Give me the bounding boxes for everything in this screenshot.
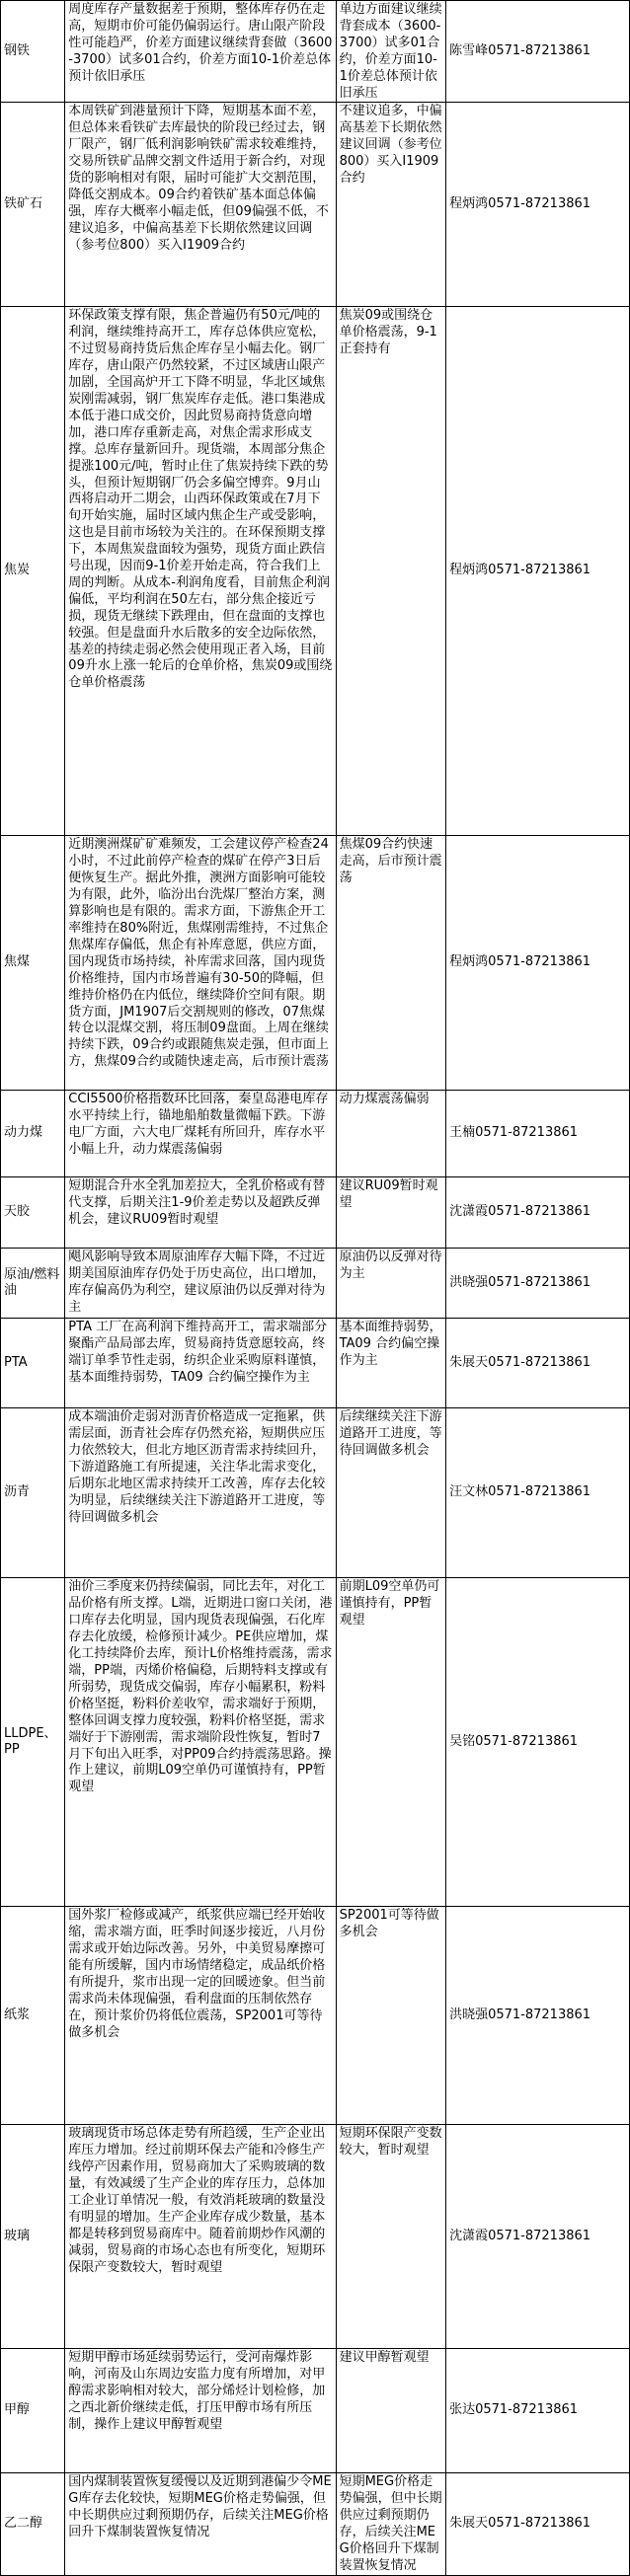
variety-cell: 纸浆	[1, 1907, 65, 2125]
analyst-cell: 洪晓强0571-87213861	[446, 1249, 630, 1319]
suggestion-cell: 短期环保限产变数较大，暂时观望	[336, 2125, 446, 2349]
analyst-cell: 程炳鸿0571-87213861	[446, 103, 630, 307]
suggestion-cell: 短期MEG价格走势偏强，但中长期供应过剩预期仍存，后续关注MEG价格回升下煤制装置恢复情况	[336, 2473, 446, 2575]
suggestion-cell: 基本面维持弱势，TA09 合约偏空操作为主	[336, 1319, 446, 1408]
analysis-cell: PTA 工厂在高利润下维持高开工，需求端部分聚酯产品局部去库，贸易商持货意愿较高，终端订单季节性走弱，纺织企业采购原料谨慎，基本面维持弱势，TA09 合约偏空操作为主	[65, 1319, 336, 1408]
suggestion-cell: 单边方面建议继续背套成本（3600-3700）试多01合约，价差方面10-1价差总体预计依旧承压	[336, 1, 446, 103]
suggestion-cell: 动力煤震荡偏弱	[336, 1091, 446, 1177]
analyst-cell: 程炳鸿0571-87213861	[446, 836, 630, 1091]
analyst-cell: 吴铭0571-87213861	[446, 1578, 630, 1907]
variety-cell: PTA	[1, 1319, 65, 1408]
analysis-cell: 国内煤制装置恢复缓慢以及近期到港偏少令MEG库存去化较快，短期MEG价格走势偏强，但中长期供应过剩预期仍存，后续关注MEG价格回升下煤制装置恢复情况	[65, 2473, 336, 2575]
table-row	[1, 1319, 630, 1408]
analysis-cell: 周度库存产量数据差于预期，整体库存仍在走高，短期市价可能仍偏弱运行。唐山限产阶段性可能趋严，价差方面建议继续背套做（3600-3700）试多01合约，价差方面10-1价差总体预计依旧承压	[65, 1, 336, 103]
table-row	[1, 1408, 630, 1578]
analyst-cell: 王楠0571-87213861	[446, 1091, 630, 1177]
suggestion-cell: 后续继续关注下游道路开工进度，等待回调做多机会	[336, 1408, 446, 1578]
table-row	[1, 1, 630, 103]
variety-cell: 甲醇	[1, 2349, 65, 2473]
table-row	[1, 1091, 630, 1177]
analyst-cell: 朱展天0571-87213861	[446, 2473, 630, 2575]
variety-cell: 天胶	[1, 1177, 65, 1249]
analyst-cell: 陈雪峰0571-87213861	[446, 1, 630, 103]
analysis-cell: 成本端油价走弱对沥青价格造成一定拖累，供需层面，沥青社会库存仍然充裕，短期供应压力依然较大，但北方地区沥青需求持续回升，下游道路施工有所提速，关注华北需求变化，后期东北地区需求持续开工改善，库存去化较为明显，后续继续关注下游道路开工进度，等待回调做多机会	[65, 1408, 336, 1578]
variety-cell: 焦炭	[1, 307, 65, 836]
analyst-cell: 汪文林0571-87213861	[446, 1408, 630, 1578]
suggestion-cell: 原油仍以反弹对待为主	[336, 1249, 446, 1319]
analyst-cell: 张达0571-87213861	[446, 2349, 630, 2473]
table-row	[1, 1578, 630, 1907]
table-row	[1, 1907, 630, 2125]
table-row	[1, 307, 630, 836]
suggestion-cell: 焦煤09合约快速走高，后市预计震荡	[336, 836, 446, 1091]
table-row	[1, 2125, 630, 2349]
table-row	[1, 1249, 630, 1319]
analyst-cell: 沈潇霞0571-87213861	[446, 2125, 630, 2349]
table-row	[1, 836, 630, 1091]
suggestion-cell: 建议甲醇暂观望	[336, 2349, 446, 2473]
table-row	[1, 1177, 630, 1249]
analysis-cell: 飓风影响导致本周原油库存大幅下降，不过近期美国原油库存仍处于历史高位，出口增加，库存偏高仍为利空，建议原油仍以反弹对待为主	[65, 1249, 336, 1319]
analysis-cell: 近期澳洲煤矿矿难频发，工会建议停产检查24小时，不过此前停产检查的煤矿在停产3日后便恢复生产。据此外推，澳洲方面影响可能较为有限，此外，临汾出台洗煤厂整治方案，测算影响也是有限的。需求方面，下游焦企开工率维持在80%附近，焦煤刚需维持，不过焦企焦煤库存偏低，焦企有补库意愿，供应方面，国内现货市场持续，补库需求回落，国内现货价格维持，国内市场普遍有30-50的降幅，但维持价格仍在内低位，继续降价空间有限。期货方面，JM1907后交割规则的修改，07焦煤转仓以混煤交割，将压制09盘面。上周在继续持续下跌，09合约或跟随焦炭走强，但市面上方，焦煤09合约或随快速走高，后市预计震荡	[65, 836, 336, 1091]
analysis-cell: 短期混合升水全乳加差拉大，全乳价格或有替代支撑，后期关注1-9价差走势以及超跌反弹机会，建议RU09暂时观望	[65, 1177, 336, 1249]
table-row	[1, 2349, 630, 2473]
analysis-cell: 环保政策支撑有限，焦企普遍仍有50元/吨的利润，继续维持高开工，库存总体供应宽松，不过贸易商持货后焦企库存呈小幅去化。钢厂库存，唐山限产仍然较紧，不过区域唐山限产加剧，全国高炉开工下降不明显，华北区域焦炭刚需减弱，钢厂焦炭库存走低。港口集港成本低于港口成交价，因此贸易商持货意向增加，港口库存重新走高，对焦企需求形成支撑。总库存量新回升。现货端，本周部分焦企提涨100元/吨，暂时止住了焦炭持续下跌的势头，但预计短期钢厂仍会多偏空博弈。9月山西将启动开二期会，山西环保政策或在7月下旬开始实施，届时区域内焦企生产或受影响，这也是目前市场较为关注的。在环保预期支撑下，本周焦炭盘面较为强势，现货方面止跌信号出现，因而9-1价差开始走高，符合我们上周的判断。从成本-利润角度看，目前焦企利润偏低，平均利润在50左右，部分焦企接近亏损，现货无继续下跌理由，但在盘面的支撑也较强。但是盘面升水后散多的安全边际依然，基差的持续走弱必然会使用现正者入场，目前09升水上涨一轮后的仓单价格，焦炭09或围绕仓单价格震荡	[65, 307, 336, 836]
analysis-cell: 油价三季度来仍持续偏弱，同比去年，对化工品价格有所支撑。L端，近期进口窗口关闭，港口库存去化明显，国内现货表现偏强，石化库存去化放缓，检修预计减少。PE供应增加，煤化工持续降价去库，预计L价格维持震荡，需求端，PP端，丙烯价格偏稳，后期特料支撑或有所弱势，现货成交偏弱，库存小幅累积，粉料价格坚挺，粉料价差收窄，需求端好于预期，整体回调支撑力度较强，粉料价格坚挺，需求端好于下游刚需，需求端阶段性恢复，暂时7月下旬出入旺季，对PP09合约持震荡思路。操作上建议，前期L09空单仍可谨慎持有，PP暂观望	[65, 1578, 336, 1907]
analyst-cell: 朱展天0571-87213861	[446, 1319, 630, 1408]
variety-cell: 原油/燃料油	[1, 1249, 65, 1319]
variety-cell: 铁矿石	[1, 103, 65, 307]
variety-cell: 玻璃	[1, 2125, 65, 2349]
suggestion-cell: 不建议追多，中偏高基差下长期依然建议回调（参考位800）买入I1909合约	[336, 103, 446, 307]
suggestion-cell: SP2001可等待做多机会	[336, 1907, 446, 2125]
table-row	[1, 103, 630, 307]
analysis-cell: 短期甲醇市场延续弱势运行，受河南爆炸影响，河南及山东周边安监力度有所增加，对甲醇需求影响相对较大，部分烯烃计划检修，加之西北新价继续走低，打压甲醇市场有所压制，操作上建议甲醇暂观望	[65, 2349, 336, 2473]
analysis-cell: 玻璃现货市场总体走势有所趋缓，生产企业出库压力增加。经过前期环保去产能和冷修生产线停产因素作用，贸易商加大了采购玻璃的数量，有效减缓了生产企业的库存压力，总体加工企业订单情况一般，有效消耗玻璃的数量没有明显的增加。生产企业库存成少数量，基本都是转移到贸易商库中。随着前期炒作风潮的减弱，贸易商的市场心态也有所变化，短期环保限产变数较大，暂时观望	[65, 2125, 336, 2349]
variety-cell: 钢铁	[1, 1, 65, 103]
variety-cell: 焦煤	[1, 836, 65, 1091]
analysis-cell: 国外浆厂检修或减产，纸浆供应端已经开始收缩，需求端方面，旺季时间逐步接近，八月份需求或开始边际改善。另外，中美贸易摩擦可能有所缓解，国内市场情绪稳定，成品纸价格有所提升，浆市出现一定的回暖迹象。但当前需求尚未体现偏强，看利盘面的压制依然存在，预计浆价仍将低位震荡，SP2001可等待做多机会	[65, 1907, 336, 2125]
suggestion-cell: 焦炭09或围绕仓单价格震荡，9-1正套持有	[336, 307, 446, 836]
variety-cell: 乙二醇	[1, 2473, 65, 2575]
analyst-cell: 沈潇霞0571-87213861	[446, 1177, 630, 1249]
variety-cell: 沥青	[1, 1408, 65, 1578]
analyst-cell: 程炳鸿0571-87213861	[446, 307, 630, 836]
variety-cell: LLDPE、PP	[1, 1578, 65, 1907]
suggestion-cell: 前期L09空单仍可谨慎持有，PP暂观望	[336, 1578, 446, 1907]
table-row	[1, 2473, 630, 2575]
variety-cell: 动力煤	[1, 1091, 65, 1177]
analysis-cell: 本周铁矿到港量预计下降，短期基本面不差，但总体来看铁矿去库最快的阶段已经过去，钢厂限产，钢厂低利润影响铁矿需求较难维持，交易所铁矿品牌交割文件适用于新合约，对现货的影响相对有限，届时可能扩大交割范围，降低交割成本。09合约着铁矿基本面总体偏强，库存大概率小幅走低，但09偏强不低，不建议追多，中偏高基差下长期依然建议回调（参考位800）买入I1909合约	[65, 103, 336, 307]
suggestion-cell: 建议RU09暂时观望	[336, 1177, 446, 1249]
analysis-cell: CCI5500价格指数环比回落，秦皇岛港电库存水平持续上行，锚地船舶数量微幅下跌。下游电厂方面，六大电厂煤耗有所回升，库存水平小幅上升，动力煤震荡偏弱	[65, 1091, 336, 1177]
analyst-cell: 洪晓强0571-87213861	[446, 1907, 630, 2125]
